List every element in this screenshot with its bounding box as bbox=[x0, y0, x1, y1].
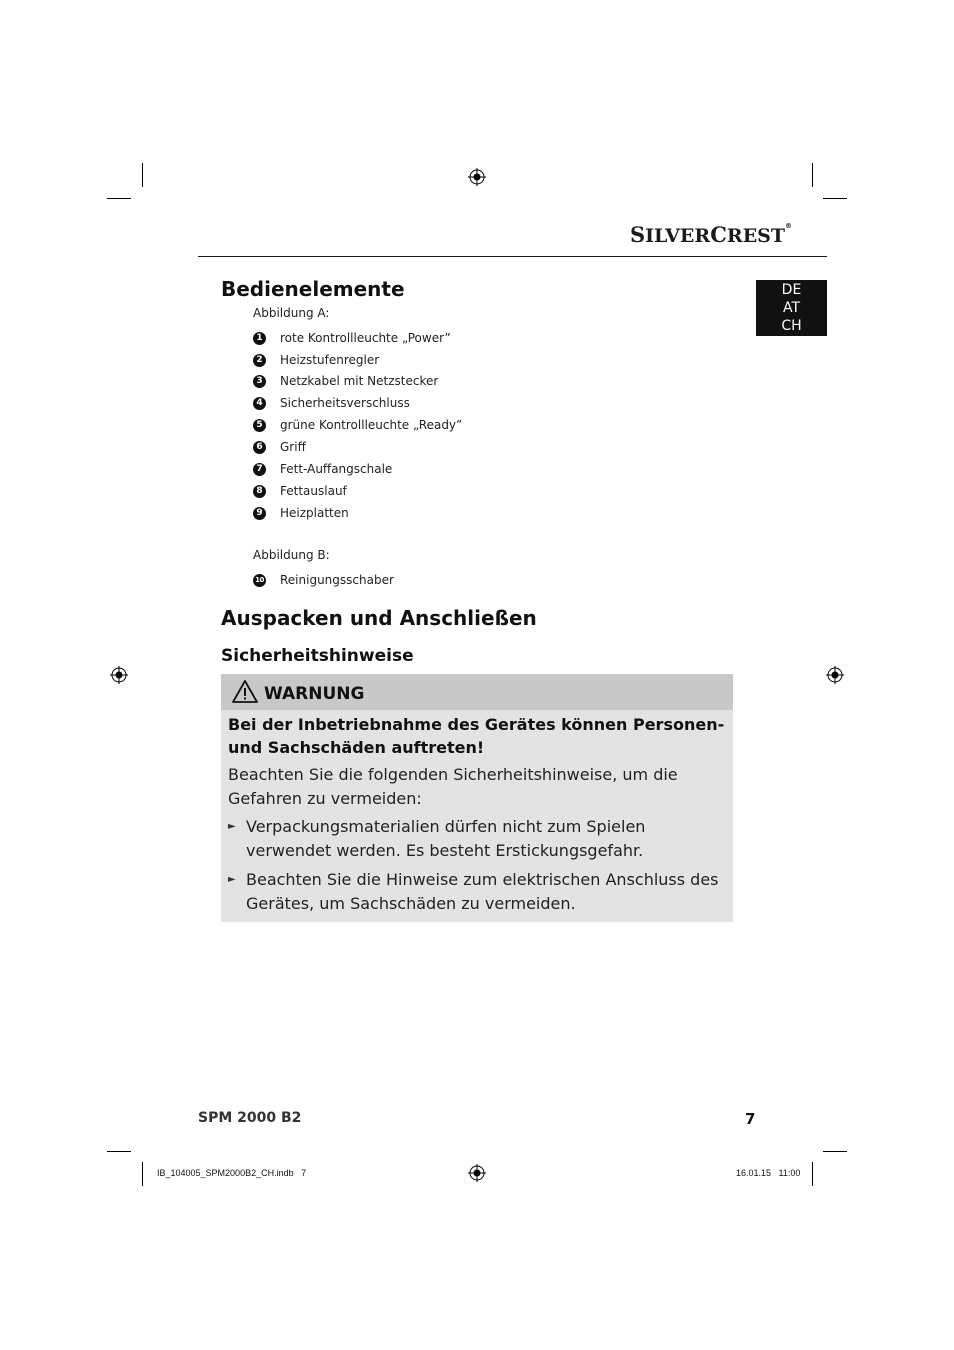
warning-triangle-icon bbox=[232, 680, 258, 703]
crop-mark bbox=[823, 1151, 847, 1152]
number-badge: 2 bbox=[253, 354, 266, 367]
language-code: AT bbox=[782, 300, 801, 316]
language-code: DE bbox=[781, 282, 802, 298]
registration-mark-icon bbox=[468, 168, 486, 186]
item-label: Reinigungsschaber bbox=[280, 573, 394, 587]
number-badge: 4 bbox=[253, 397, 266, 410]
list-item bbox=[253, 461, 392, 477]
list-item bbox=[253, 417, 462, 433]
list-item bbox=[253, 373, 438, 389]
figure-caption: Abbildung A: bbox=[253, 306, 330, 320]
list-item bbox=[253, 505, 349, 521]
number-badge: 6 bbox=[253, 441, 266, 454]
print-slug-file: IB_104005_SPM2000B2_CH.indb 7 bbox=[157, 1168, 307, 1178]
item-label: Sicherheitsverschluss bbox=[280, 396, 410, 410]
page-number: 7 bbox=[745, 1110, 756, 1128]
list-item bbox=[253, 439, 306, 455]
crop-mark bbox=[142, 1162, 143, 1186]
crop-mark bbox=[812, 1162, 813, 1186]
list-item bbox=[253, 395, 410, 411]
number-badge: 5 bbox=[253, 419, 266, 432]
warning-text: Beachten Sie die folgenden Sicherheitshinweise, um die Gefahren zu vermeiden: bbox=[228, 765, 678, 808]
crop-mark bbox=[107, 1151, 131, 1152]
brand-logo: SILVERCREST® bbox=[630, 222, 793, 247]
section-subtitle: Sicherheitshinweise bbox=[221, 646, 414, 666]
number-badge: 10 bbox=[253, 574, 266, 587]
figure-caption: Abbildung B: bbox=[253, 548, 330, 562]
section-title: Auspacken und Anschließen bbox=[221, 606, 537, 630]
number-badge: 3 bbox=[253, 375, 266, 388]
registration-mark-icon bbox=[826, 666, 844, 684]
list-item bbox=[253, 352, 379, 368]
item-label: grüne Kontrollleuchte „Ready” bbox=[280, 418, 463, 432]
number-badge: 8 bbox=[253, 485, 266, 498]
registration-mark-icon bbox=[468, 1164, 486, 1182]
model-number: SPM 2000 B2 bbox=[198, 1110, 302, 1126]
number-badge: 1 bbox=[253, 332, 266, 345]
list-item bbox=[253, 572, 394, 588]
language-code: CH bbox=[781, 318, 802, 334]
crop-mark bbox=[142, 163, 143, 187]
item-label: Griff bbox=[280, 440, 306, 454]
item-label: Netzkabel mit Netzstecker bbox=[280, 374, 439, 388]
crop-mark bbox=[823, 198, 847, 199]
item-label: Fett-Auffangschale bbox=[280, 462, 393, 476]
item-label: Heizplatten bbox=[280, 506, 349, 520]
number-badge: 7 bbox=[253, 463, 266, 476]
warning-title: WARNUNG bbox=[264, 684, 365, 704]
language-tab bbox=[756, 280, 827, 336]
bullet-arrow-icon: ► bbox=[228, 821, 236, 832]
crop-mark bbox=[812, 163, 813, 187]
print-slug-date: 16.01.15 11:00 bbox=[736, 1168, 801, 1178]
section-title: Bedienelemente bbox=[221, 277, 405, 301]
item-label: rote Kontrollleuchte „Power” bbox=[280, 331, 451, 345]
bullet-text: Verpackungsmaterialien dürfen nicht zum Spielen verwendet werden. Es besteht Erstickungsgefahr. bbox=[246, 817, 646, 860]
number-badge: 9 bbox=[253, 507, 266, 520]
warning-headline: Bei der Inbetriebnahme des Gerätes können Personen- und Sachschäden auftreten! bbox=[228, 715, 725, 757]
bullet-text: Beachten Sie die Hinweise zum elektrischen Anschluss des Gerätes, um Sachschäden zu vermeiden. bbox=[246, 870, 719, 913]
header-divider bbox=[198, 256, 827, 257]
registration-mark-icon bbox=[110, 666, 128, 684]
bullet-arrow-icon: ► bbox=[228, 874, 236, 885]
list-item bbox=[253, 483, 347, 499]
crop-mark bbox=[107, 198, 131, 199]
item-label: Heizstufenregler bbox=[280, 353, 380, 367]
item-label: Fettauslauf bbox=[280, 484, 347, 498]
list-item bbox=[253, 330, 451, 346]
